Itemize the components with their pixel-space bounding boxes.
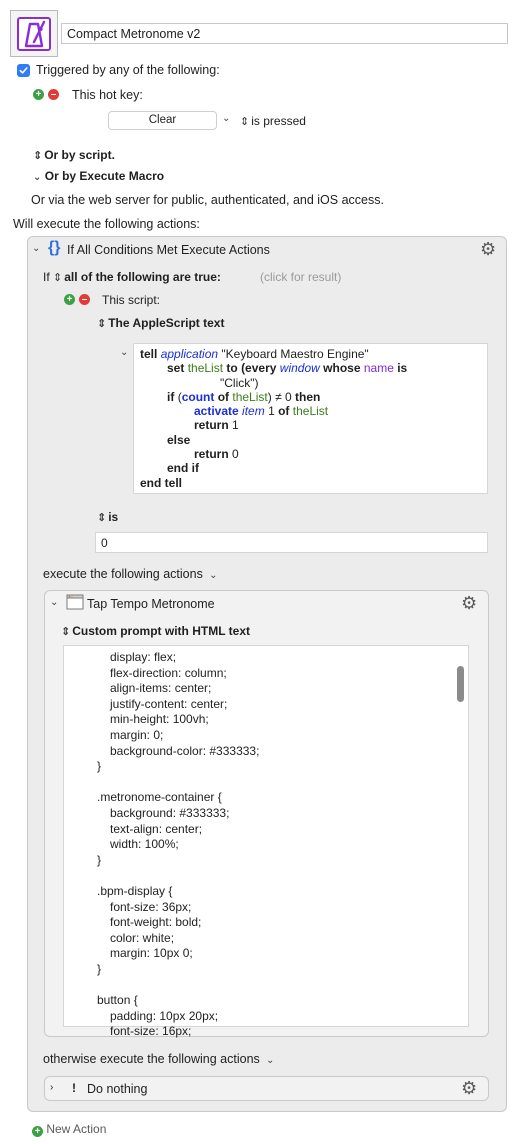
code-token: end if (167, 461, 199, 476)
editor-scrollbar[interactable] (457, 666, 464, 702)
gear-icon[interactable]: ⚙ (461, 1078, 478, 1098)
gear-icon[interactable]: ⚙ (480, 239, 497, 259)
code-token: ( (177, 389, 182, 404)
add-condition-icon[interactable]: + (64, 294, 75, 305)
code-token: set (167, 361, 185, 376)
code-token: "Keyboard Maestro Engine" (221, 347, 369, 361)
css-line: min-height: 100vh; (110, 712, 209, 727)
execute-label: execute the following actions ⌄ (43, 567, 218, 581)
code-token: tell (140, 347, 158, 361)
code-token: theList (232, 389, 268, 404)
css-code (64, 646, 468, 1040)
applescript-editor[interactable] (133, 343, 488, 494)
code-token: window (279, 361, 320, 376)
css-line: background: #333333; (110, 805, 230, 820)
css-line: font-size: 36px; (110, 899, 192, 914)
html-text-editor[interactable] (63, 645, 469, 1039)
css-line: margin: 0; (110, 727, 164, 742)
macro-icon-well[interactable] (10, 10, 58, 57)
code-token: ) ≠ 0 (267, 389, 292, 404)
plus-icon: + (32, 1126, 43, 1137)
remove-trigger-icon[interactable]: – (48, 89, 59, 100)
if-action-title: If All Conditions Met Execute Actions (67, 243, 270, 257)
script-type-select[interactable]: ⇕ The AppleScript text (97, 316, 225, 330)
is-operator-select[interactable]: ⇕ is (97, 510, 119, 524)
css-line (97, 868, 468, 884)
tap-tempo-title: Tap Tempo Metronome (87, 597, 215, 611)
css-line: } (97, 961, 102, 976)
condition-add-remove (64, 294, 90, 305)
css-line: .metronome-container { (97, 790, 222, 805)
code-token: of (278, 404, 290, 419)
css-line (97, 977, 468, 993)
code-token: of (217, 389, 230, 404)
exclamation-icon: ! (72, 1081, 76, 1095)
stepper-icon[interactable]: ⇕ (53, 272, 63, 284)
code-token: is (397, 361, 408, 376)
chevron-down-icon: ⌄ (33, 172, 42, 183)
do-nothing-title: Do nothing (87, 1082, 148, 1096)
hotkey-clear-button[interactable]: Clear (108, 111, 217, 130)
click-for-result[interactable]: (click for result) (260, 270, 342, 284)
stepper-icon: ⇕ (33, 150, 43, 162)
code-token: theList (292, 404, 329, 419)
chevron-right-icon[interactable]: › (50, 1082, 54, 1093)
css-line: font-weight: bold; (110, 915, 202, 930)
code-token: theList (187, 361, 224, 376)
hotkey-dropdown-chevron[interactable]: ⌄ (222, 113, 231, 124)
css-line: align-items: center; (110, 681, 212, 696)
code-token: to (226, 361, 238, 376)
remove-condition-icon[interactable]: – (79, 294, 90, 305)
code-token: end tell (140, 475, 183, 490)
css-line: display: flex; (110, 650, 177, 664)
new-action-button[interactable]: + New Action (32, 1122, 106, 1137)
chevron-down-icon[interactable]: ⌄ (263, 1055, 275, 1066)
code-token: return (194, 447, 229, 462)
css-line: text-align: center; (110, 821, 203, 836)
or-by-script-select[interactable]: ⇕ Or by script. (33, 148, 115, 162)
code-token: return (194, 418, 229, 433)
braces-icon: {} (48, 239, 61, 256)
hotkey-add-remove (33, 89, 59, 100)
if-prefix: If (43, 270, 50, 284)
code-token: then (295, 389, 321, 404)
code-token: else (167, 432, 191, 447)
code-token: "Click") (220, 375, 259, 390)
or-by-execute-macro-toggle[interactable]: ⌄ Or by Execute Macro (33, 169, 165, 183)
triggered-label: Triggered by any of the following: (36, 63, 220, 77)
chevron-down-icon[interactable]: ⌄ (206, 570, 218, 581)
code-token: item (242, 404, 265, 419)
css-line: button { (97, 993, 138, 1008)
triggered-checkbox[interactable] (17, 64, 30, 77)
code-token: (every (241, 361, 277, 376)
actions-header: Will execute the following actions: (13, 217, 200, 231)
prompt-type-select[interactable]: ⇕ Custom prompt with HTML text (61, 624, 250, 638)
chevron-down-icon[interactable]: ⌄ (50, 597, 59, 608)
code-token: if (167, 389, 175, 404)
css-line: } (97, 759, 102, 774)
css-line (97, 775, 468, 791)
css-line: margin: 10px 0; (110, 946, 193, 961)
pressed-select[interactable]: ⇕ is pressed (240, 114, 306, 128)
css-line: justify-content: center; (110, 696, 228, 711)
code-token: name (363, 361, 394, 376)
code-token: 1 (232, 418, 239, 433)
condition-row (43, 270, 221, 284)
chevron-down-icon[interactable]: ⌄ (32, 243, 41, 254)
css-line: .bpm-display { (97, 883, 173, 898)
code-token: 0 (232, 447, 239, 462)
window-icon (66, 593, 84, 611)
css-line: width: 100%; (110, 837, 179, 852)
code-token: 1 (268, 404, 275, 419)
otherwise-label: otherwise execute the following actions ⌄ (43, 1052, 275, 1066)
code-token: application (160, 347, 219, 361)
stepper-icon: ⇕ (61, 626, 71, 638)
condition-mode-select[interactable]: all of the following are true: (64, 270, 221, 284)
add-trigger-icon[interactable]: + (33, 89, 44, 100)
code-token: whose (323, 361, 361, 376)
script-label: This script: (102, 293, 161, 307)
code-token: activate (194, 404, 239, 419)
checkmark-icon (19, 66, 28, 75)
code-token: count (181, 389, 215, 404)
css-line: } (97, 852, 102, 867)
script-disclosure-chevron[interactable]: ⌄ (120, 347, 129, 358)
css-line: font-size: 16px; (110, 1024, 192, 1039)
macro-name-field[interactable]: Compact Metronome v2 (61, 23, 508, 44)
css-line: background-color: #333333; (110, 743, 260, 758)
css-line: flex-direction: column; (110, 665, 227, 680)
stepper-icon: ⇕ (97, 512, 107, 524)
stepper-icon: ⇕ (97, 318, 107, 330)
hotkey-label: This hot key: (72, 88, 143, 102)
gear-icon[interactable]: ⚙ (461, 593, 478, 613)
metronome-icon (16, 16, 52, 52)
stepper-icon: ⇕ (240, 116, 250, 128)
web-server-text: Or via the web server for public, authenticated, and iOS access. (31, 193, 384, 207)
compare-value-field[interactable]: 0 (95, 532, 488, 553)
css-line: color: white; (110, 930, 175, 945)
css-line: padding: 10px 20px; (110, 1008, 219, 1023)
